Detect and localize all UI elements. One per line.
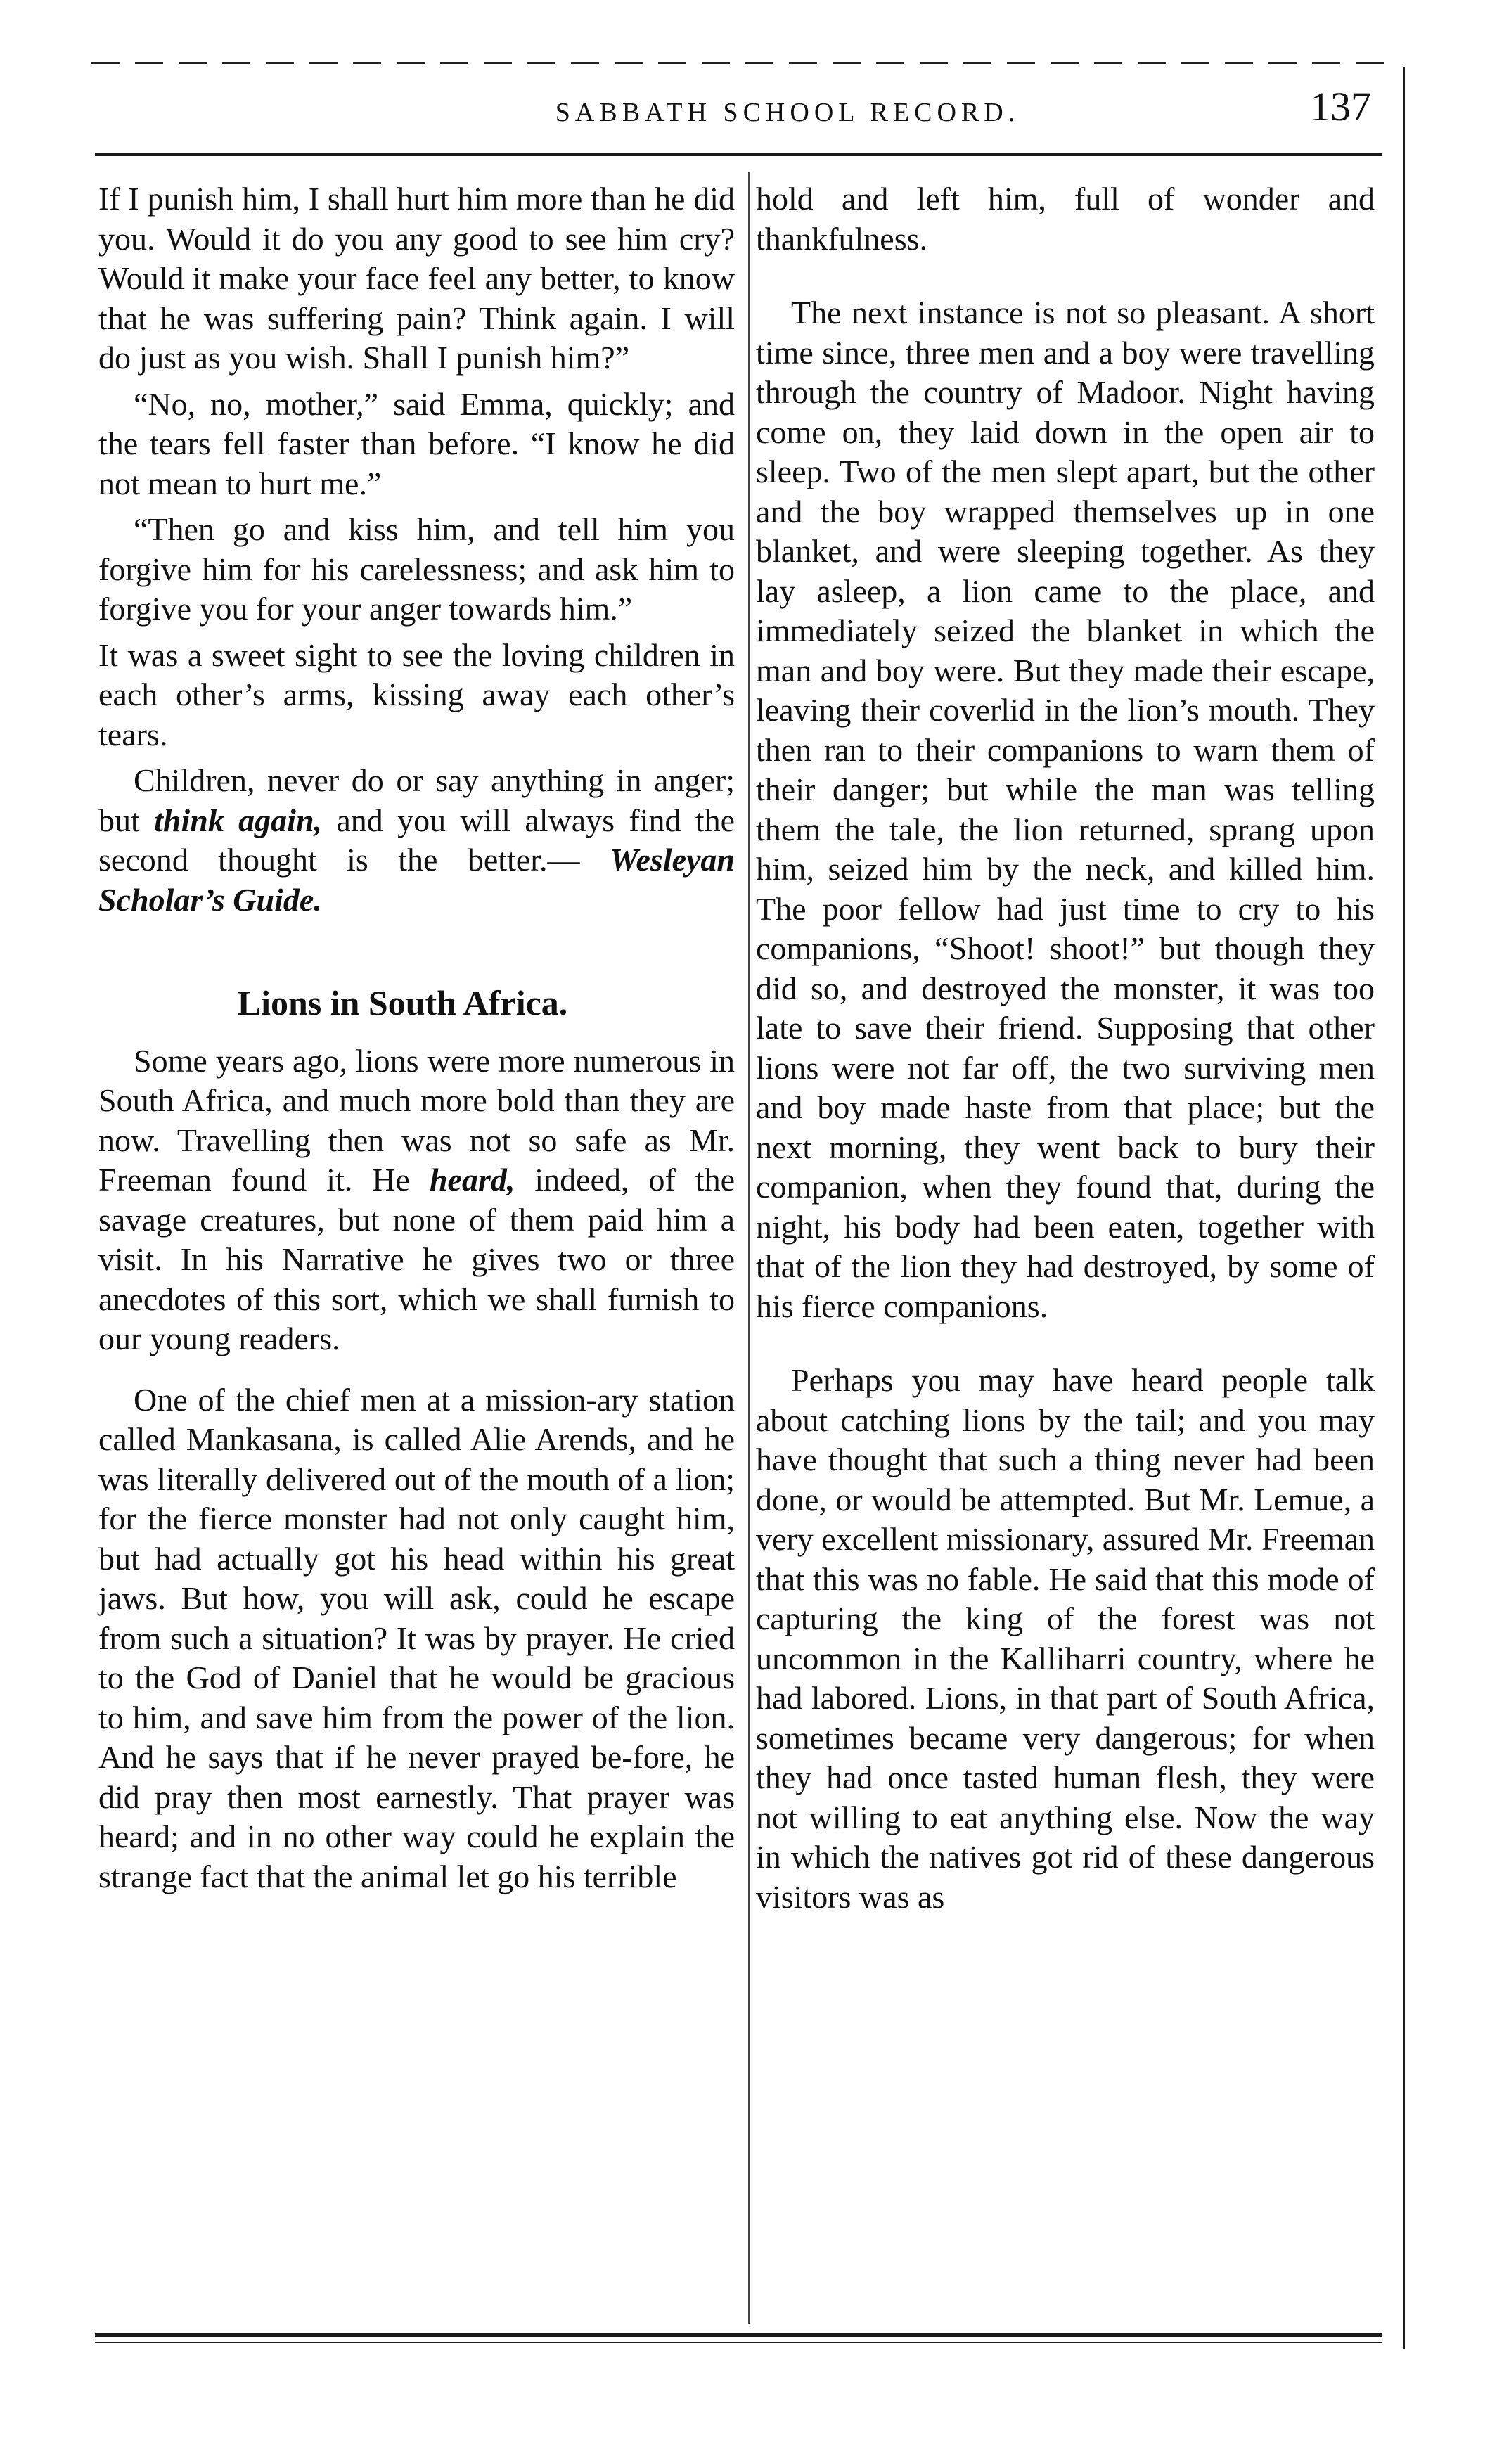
right-paragraph-3: Perhaps you may have heard people talk about catching lions by the tail; and you may have thought that such a thing never had been done, or would be attempted. But Mr. Lemue, a very excellent missionary, assured Mr. Freeman that this was no fable. He said that this mode of capturing the king of the forest was not uncommon in the Kalliharri country, where he had labored. Lions, in that part of South Africa, sometimes became very dangerous; for when they had once tasted human flesh, they were not willing to eat anything else. Now the way in which the natives got rid of these dangerous visitors was as <box>756 1362 1375 1915</box>
left-paragraph-6 <box>98 1041 735 1359</box>
left-paragraph-7: One of the chief men at a mission-ary station called Mankasana, is called Alie Arends, and he was literally delivered out of the mouth of a lion; for the fierce monster had not only caught him, but had actually got his head within his great jaws. But how, you will ask, could he escape from such a situation? It was by prayer. He cried to the God of Daniel that he would be gracious to him, and save him from the power of the lion. And he says that if he never prayed be-fore, he did pray then most earnestly. That prayer was heard; and in no other way could he explain the strange fact that the animal let go his terrible <box>98 1381 735 1894</box>
left-paragraph-1: If I punish him, I shall hurt him more than he did you. Would it do you any good to see him cry? Would it make your face feel any better, to know that he was suffering pain? Think again. I will do just as you wish. Shall I punish him?” <box>98 181 735 376</box>
right-paragraph-1: hold and left him, full of wonder and thankfulness. <box>756 181 1375 257</box>
left-paragraph-5 <box>98 761 735 920</box>
page-number: 137 <box>1310 84 1371 129</box>
left-paragraph-4: It was a sweet sight to see the loving children in each other’s arms, kissing away each other’s tears. <box>98 636 735 752</box>
column-divider <box>748 172 750 2324</box>
bottom-thin-rule <box>95 2342 1382 2343</box>
text-run: Children, never do or say anything in anger; but <box>98 762 735 838</box>
section-heading: Lions in South Africa. <box>237 983 568 1022</box>
text-run: indeed, of the savage creatures, but none of them paid him a visit. In his Narrative he gives two or three anecdotes of this sort, which we shall furnish to our young readers. <box>98 1162 735 1356</box>
right-border-rule <box>1403 67 1405 2349</box>
bottom-rule <box>95 2333 1382 2337</box>
source-citation: Wesleyan Scholar’s Guide. <box>98 842 735 918</box>
running-header: SABBATH SCHOOL RECORD. <box>555 98 1020 127</box>
emphasis-heard: heard, <box>429 1162 515 1198</box>
top-dashed-rule <box>91 62 1392 64</box>
emphasis-think-again: think again, <box>154 802 323 838</box>
paragraph-spacer <box>756 1333 1375 1361</box>
left-paragraph-3: “Then go and kiss him, and tell him you forgive him for his carelessness; and ask him to forgive you for your anger towards him.” <box>98 511 735 627</box>
text-run: Some years ago, lions were more numerous in South Africa, and much more bold than they are now. Travelling then was not so safe as Mr. Freeman found it. He <box>98 1042 735 1198</box>
left-paragraph-2: “No, no, mother,” said Emma, quickly; and the tears fell faster than before. “I know he did not mean to hurt me.” <box>98 385 735 501</box>
text-run: and you will always find the second thought is the better.— <box>98 802 735 878</box>
paragraph-spacer <box>756 265 1375 293</box>
right-paragraph-2: The next instance is not so pleasant. A short time since, three men and a boy were travelling through the country of Madoor. Night having come on, they laid down in the open air to sleep. Two of the men slept apart, but the other and the boy wrapped themselves up in one blanket, and were sleeping together. As they lay asleep, a lion came to the place, and immediately seized the blanket in which the man and boy were. But they made their escape, leaving their coverlid in the lion’s mouth. They then ran to their companions to warn them of their danger; but while the man was telling them the tale, the lion returned, sprang upon him, seized him by the neck, and killed him. The poor fellow had just time to cry to his companions, “Shoot! shoot!” but though they did so, and destroyed the monster, it was too late to save their friend. Supposing that other lions were not far off, the two surviving men and boy made haste from that place; but the next morning, they went back to bury their companion, when they found that, during the night, his body had been eaten, together with that of the lion they had destroyed, by some of his fierce companions. <box>756 295 1375 1324</box>
header-rule <box>95 153 1382 156</box>
left-column <box>98 179 735 1903</box>
right-column <box>756 179 1375 1923</box>
